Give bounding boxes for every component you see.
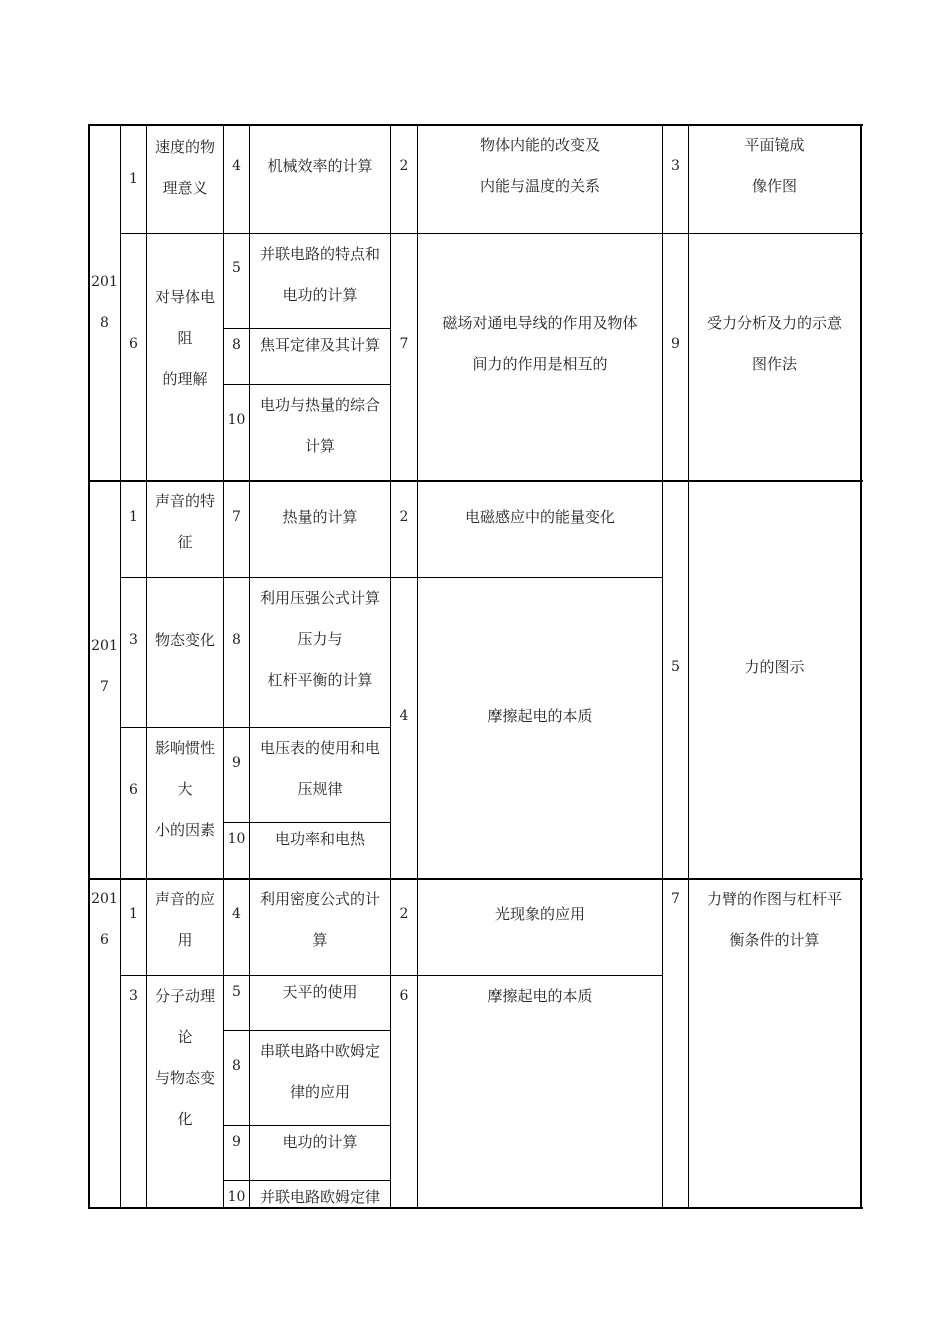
r18a-t4-line: 机械效率的计算 [267, 157, 373, 175]
r18b-s2-n [224, 329, 249, 384]
r17a-c2 [121, 481, 146, 577]
r17a-c4 [224, 481, 249, 577]
r18b-s1-n-line: 5 [232, 260, 241, 276]
r17-t6-line: 摩擦起电的本质 [487, 707, 593, 725]
r16b-c6-line: 6 [399, 988, 409, 1004]
r18a-c2 [121, 125, 146, 233]
r18a-t8-line: 平面镜成 [744, 136, 805, 154]
r17b-c4 [224, 578, 249, 727]
r18b-s2-t [250, 329, 390, 384]
r17b-c2-line: 3 [129, 632, 138, 648]
r18a-t6-line: 物体内能的改变及 [479, 136, 600, 154]
r18b-t2-line: 对导体电 [154, 288, 215, 306]
r17-t8-line: 力的图示 [744, 658, 805, 676]
r17a-t2 [147, 481, 223, 577]
r16b-c2-line: 3 [129, 988, 138, 1004]
year-2017-line: 201 [91, 638, 118, 654]
table-rule [860, 124, 862, 1209]
r18a-c4-line: 4 [232, 158, 241, 174]
r16-c8-line: 7 [671, 891, 680, 907]
r17-c6-line: 4 [399, 708, 409, 724]
r16a-t2-line: 用 [177, 931, 193, 949]
r16b-t2 [147, 976, 223, 1207]
r16a-c4-line: 4 [232, 906, 241, 922]
r17c-c2 [121, 728, 146, 878]
r18b-t8-line: 图作法 [751, 355, 797, 373]
r16b-s1-n [224, 976, 249, 1030]
r17-t8 [689, 481, 860, 878]
r17c-t2 [147, 728, 223, 878]
r16b-s1-n-line: 5 [232, 984, 241, 1000]
r16a-c2 [121, 879, 146, 975]
r17a-t6-line: 电磁感应中的能量变化 [464, 508, 615, 526]
r18b-s1-t-line: 并联电路的特点和 [259, 245, 380, 263]
r18a-t4 [250, 125, 390, 233]
r16a-c4 [224, 879, 249, 975]
r18b-t8 [689, 234, 860, 480]
r18b-t6 [418, 234, 662, 480]
r18b-t6-line: 间力的作用是相互的 [472, 355, 608, 373]
r18b-s1-t-line: 电功的计算 [282, 286, 358, 304]
r18b-c6-line: 7 [399, 336, 409, 352]
year-2016-line: 6 [100, 932, 109, 948]
r17b-t2-line: 物态变化 [154, 631, 215, 649]
year-2018-line: 8 [100, 314, 109, 331]
r16b-s4-n-line: 10 [227, 1189, 246, 1205]
r18b-c2 [121, 234, 146, 480]
r18a-c6-line: 2 [399, 158, 409, 174]
r17c-s1-t-line: 电压表的使用和电 [259, 739, 380, 757]
r18b-t2-line: 阻 [177, 329, 193, 347]
r16b-s4-t-line: 并联电路欧姆定律 [259, 1188, 380, 1206]
r16b-t6 [418, 976, 662, 1207]
r17a-c6 [391, 481, 417, 577]
r16a-t6 [418, 879, 662, 975]
r16-t8-line: 力臂的作图与杠杆平 [706, 890, 842, 908]
r16b-t6-line: 摩擦起电的本质 [487, 987, 593, 1005]
r18b-s3-n-line: 10 [227, 412, 246, 428]
r17a-t2-line: 征 [177, 533, 193, 551]
r18a-t6 [418, 125, 662, 233]
r18a-t2-line: 速度的物 [154, 138, 215, 156]
r17c-s1-t-line: 压规律 [297, 780, 343, 798]
r16b-t2-line: 分子动理 [154, 987, 215, 1005]
table-rule [88, 1207, 863, 1209]
r17c-c2-line: 6 [129, 782, 138, 798]
r17a-t6 [418, 481, 662, 577]
r16a-t4 [250, 879, 390, 975]
r17a-t4-line: 热量的计算 [282, 508, 358, 526]
r17c-t2-line: 大 [177, 780, 193, 798]
r16b-s3-t-line: 电功的计算 [282, 1133, 358, 1151]
r16a-t6-line: 光现象的应用 [494, 905, 585, 923]
r16-c8 [663, 879, 688, 1207]
r17a-t2-line: 声音的特 [154, 492, 215, 510]
year-2018-line: 201 [91, 273, 118, 290]
r18b-s2-n-line: 8 [232, 337, 241, 353]
r17c-s2-t-line: 电功率和电热 [274, 830, 365, 848]
r18b-s3-t-line: 电功与热量的综合 [259, 396, 380, 414]
r18a-c6 [391, 125, 417, 233]
r16-t8-line: 衡条件的计算 [729, 931, 820, 949]
r16a-c6 [391, 879, 417, 975]
r17b-c2 [121, 578, 146, 727]
year-2017 [89, 481, 120, 878]
r16b-c6 [391, 976, 417, 1207]
r17-c8 [663, 481, 688, 878]
r16a-t2 [147, 879, 223, 975]
r16b-s1-t [250, 976, 390, 1030]
r17b-t2 [147, 578, 223, 727]
r18a-t8-line: 像作图 [751, 177, 797, 195]
r16b-s4-t [250, 1181, 390, 1207]
r16a-c2-line: 1 [129, 906, 138, 922]
r18b-s3-n [224, 385, 249, 480]
r18b-s3-t [250, 385, 390, 480]
r18a-c8 [663, 125, 688, 233]
r18b-c2-line: 6 [129, 336, 138, 352]
r16b-t2-line: 与物态变 [154, 1069, 215, 1087]
r17-c8-line: 5 [671, 659, 680, 675]
year-2016-line: 201 [91, 891, 118, 907]
r16-t8 [689, 879, 860, 1207]
r17a-c4-line: 7 [232, 509, 241, 525]
r17a-c2-line: 1 [129, 509, 138, 525]
r18b-t2-line: 的理解 [162, 370, 208, 388]
r17a-c6-line: 2 [399, 509, 409, 525]
r16b-c2 [121, 976, 146, 1207]
r18a-c8-line: 3 [671, 158, 680, 174]
r18a-t8 [689, 125, 860, 233]
r18b-s1-t [250, 234, 390, 328]
r17c-s2-n-line: 10 [227, 831, 246, 847]
r17c-s1-n-line: 9 [232, 755, 241, 771]
r17c-s1-t [250, 728, 390, 822]
r18b-c8-line: 9 [671, 336, 680, 352]
r16b-s2-n [224, 1031, 249, 1125]
r16b-s3-n-line: 9 [232, 1134, 241, 1150]
r17b-c4-line: 8 [232, 632, 241, 648]
r18a-t2-line: 理意义 [162, 179, 208, 197]
year-2016 [89, 879, 120, 975]
r17-t6 [418, 578, 662, 878]
year-2017-line: 7 [100, 679, 109, 695]
r18b-s3-t-line: 计算 [304, 437, 335, 455]
r17-c6 [391, 578, 417, 878]
r18a-c2-line: 1 [129, 170, 138, 187]
r16b-s1-t-line: 天平的使用 [282, 983, 358, 1001]
r17b-t4-line: 利用压强公式计算 [259, 589, 380, 607]
r16b-s3-t [250, 1126, 390, 1180]
r17b-t4-line: 杠杆平衡的计算 [267, 671, 373, 689]
r18b-t6-line: 磁场对通电导线的作用及物体 [442, 314, 638, 332]
r18b-c6 [391, 234, 417, 480]
r18b-c8 [663, 234, 688, 480]
r16b-s2-n-line: 8 [232, 1058, 241, 1074]
r18a-t2 [147, 125, 223, 233]
r18b-t8-line: 受力分析及力的示意 [706, 314, 842, 332]
r17c-t2-line: 影响惯性 [154, 739, 215, 757]
r17a-t4 [250, 481, 390, 577]
r16b-s2-t-line: 串联电路中欧姆定 [259, 1042, 380, 1060]
r18a-t6-line: 内能与温度的关系 [479, 177, 600, 195]
r17b-t4-line: 压力与 [297, 630, 343, 648]
r16b-s4-n [224, 1181, 249, 1207]
r16a-c6-line: 2 [399, 906, 409, 922]
year-2018 [89, 125, 120, 480]
r16b-s3-n [224, 1126, 249, 1180]
r18b-s2-t-line: 焦耳定律及其计算 [259, 336, 380, 354]
r16a-t2-line: 声音的应 [154, 890, 215, 908]
r17c-t2-line: 小的因素 [154, 821, 215, 839]
r16b-t2-line: 化 [177, 1110, 193, 1128]
r18b-t2 [147, 234, 223, 480]
r17b-t4 [250, 578, 390, 727]
r17c-s1-n [224, 728, 249, 822]
r17c-s2-t [250, 823, 390, 878]
r16b-s2-t [250, 1031, 390, 1125]
r17c-s2-n [224, 823, 249, 878]
r16a-t4-line: 利用密度公式的计 [259, 890, 380, 908]
r18b-s1-n [224, 234, 249, 328]
r16b-t2-line: 论 [177, 1028, 193, 1046]
r18a-c4 [224, 125, 249, 233]
r16a-t4-line: 算 [312, 931, 328, 949]
r16b-s2-t-line: 律的应用 [289, 1083, 350, 1101]
